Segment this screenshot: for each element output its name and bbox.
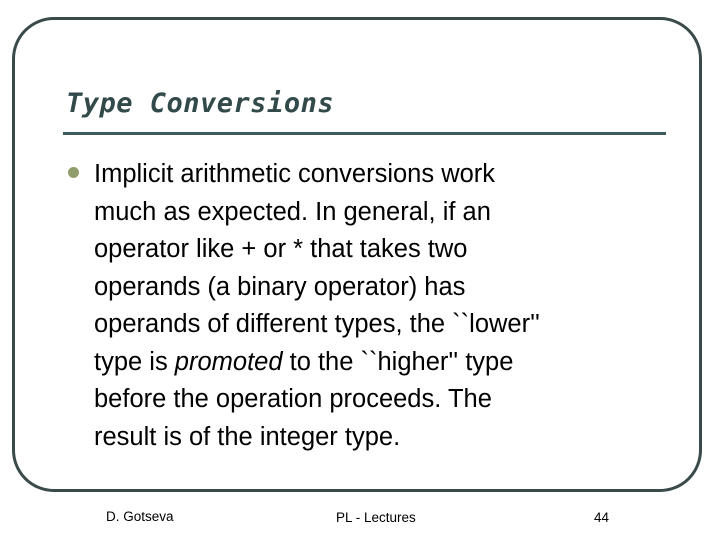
bullet-line: much as expected. In general, if an bbox=[94, 197, 491, 226]
emphasized-word: promoted bbox=[174, 347, 283, 376]
bullet-dot-icon bbox=[68, 167, 79, 178]
bullet-line-segment: type is bbox=[94, 347, 175, 376]
bullet-line-segment: to the ``higher'' type bbox=[282, 347, 514, 376]
bullet-line: operands (a binary operator) has bbox=[94, 272, 466, 301]
footer-course: PL - Lectures bbox=[336, 510, 416, 525]
bullet-text bbox=[94, 156, 664, 456]
bullet-line: result is of the integer type. bbox=[94, 422, 401, 451]
bullet-line: operands of different types, the ``lower'' bbox=[94, 310, 540, 338]
bullet-line: operator like + or * that takes two bbox=[94, 235, 468, 263]
bullet-line: Implicit arithmetic conversions work bbox=[94, 160, 496, 188]
bullet-line-with-emphasis bbox=[94, 344, 664, 382]
title-underline bbox=[63, 132, 666, 135]
footer-author: D. Gotseva bbox=[106, 509, 174, 524]
bullet-line: before the operation proceeds. The bbox=[94, 385, 492, 413]
page-number: 44 bbox=[594, 510, 610, 525]
slide-title: Type Conversions bbox=[66, 88, 335, 119]
